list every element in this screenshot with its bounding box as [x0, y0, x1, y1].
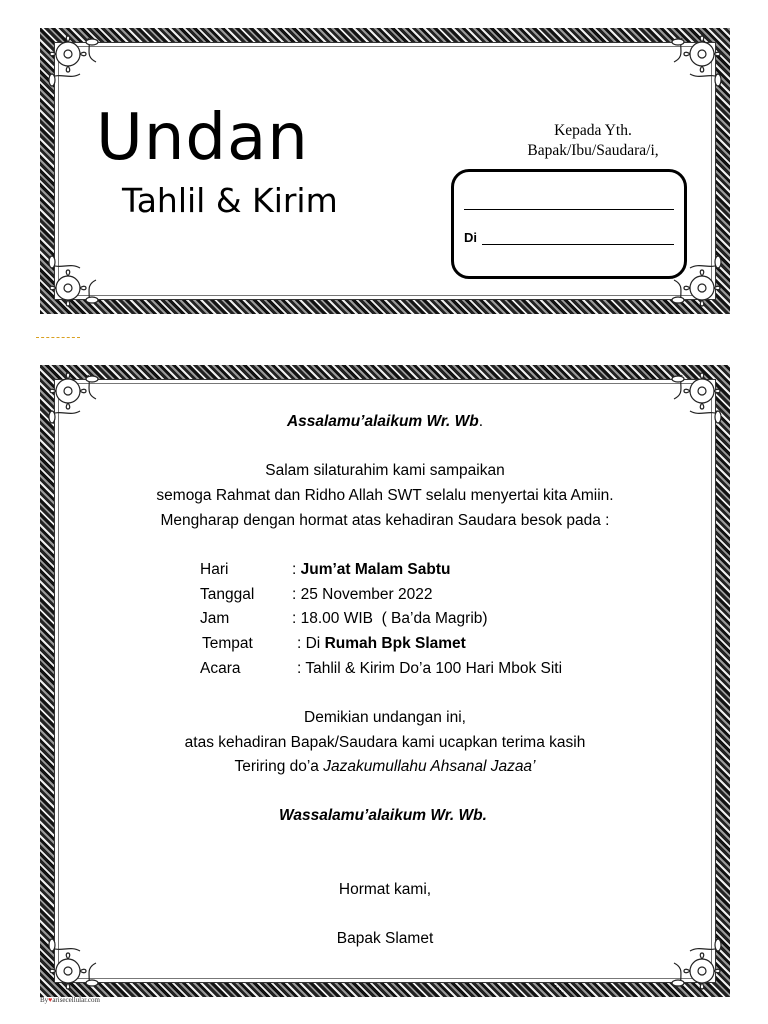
address-box — [451, 169, 687, 279]
detail-value: : 18.00 WIB ( Ba’da Magrib) — [292, 610, 488, 627]
detail-label: Tempat — [202, 635, 253, 652]
invitation-card — [40, 365, 730, 997]
signature-name: Bapak Slamet — [336, 930, 434, 947]
floral-corner-icon — [40, 244, 110, 314]
envelope-title: Undan — [96, 101, 309, 175]
di-label: Di — [464, 230, 477, 245]
opening-greeting: Assalamu’alaikum Wr. Wb. — [286, 413, 484, 430]
floral-corner-icon — [660, 28, 730, 98]
envelope-subtitle: Tahlil & Kirim — [122, 181, 338, 220]
address-blank-line — [482, 244, 674, 245]
detail-label: Acara — [200, 660, 241, 677]
recipient-heading — [478, 121, 708, 161]
detail-label: Tanggal — [200, 586, 255, 603]
floral-corner-icon — [40, 28, 110, 98]
detail-value: : 25 November 2022 — [292, 586, 433, 603]
intro-line: Mengharap dengan hormat atas kehadiran Saudara besok pada : — [160, 512, 610, 529]
detail-value: : Tahlil & Kirim Do’a 100 Hari Mbok Siti — [297, 660, 563, 677]
detail-value: : Di Rumah Bpk Slamet — [297, 635, 466, 652]
closing-greeting: Wassalamu’alaikum Wr. Wb. — [279, 807, 487, 824]
envelope-card — [40, 28, 730, 314]
heart-icon: ♥ — [48, 996, 53, 1004]
regards-text: Hormat kami, — [338, 881, 432, 898]
recipient-line-2: Bapak/Ibu/Saudara/i, — [527, 142, 659, 159]
intro-line: Salam silaturahim kami sampaikan — [265, 462, 505, 479]
intro-line: semoga Rahmat dan Ridho Allah SWT selalu menyertai kita Amiin. — [156, 487, 614, 504]
detail-value: : Jum’at Malam Sabtu — [292, 561, 451, 578]
cut-line — [36, 337, 80, 338]
name-blank-line — [464, 209, 674, 210]
detail-label: Hari — [200, 561, 229, 578]
closing-line: Demikian undangan ini, — [304, 709, 466, 726]
watermark: By♥arisecellular.com — [40, 996, 100, 1004]
closing-prayer: Teriring do’a Jazakumullahu Ahsanal Jazaa’ — [234, 758, 536, 775]
detail-label: Jam — [200, 610, 230, 627]
recipient-line-1: Kepada Yth. — [554, 122, 632, 139]
closing-line: atas kehadiran Bapak/Saudara kami ucapkan terima kasih — [184, 734, 586, 751]
